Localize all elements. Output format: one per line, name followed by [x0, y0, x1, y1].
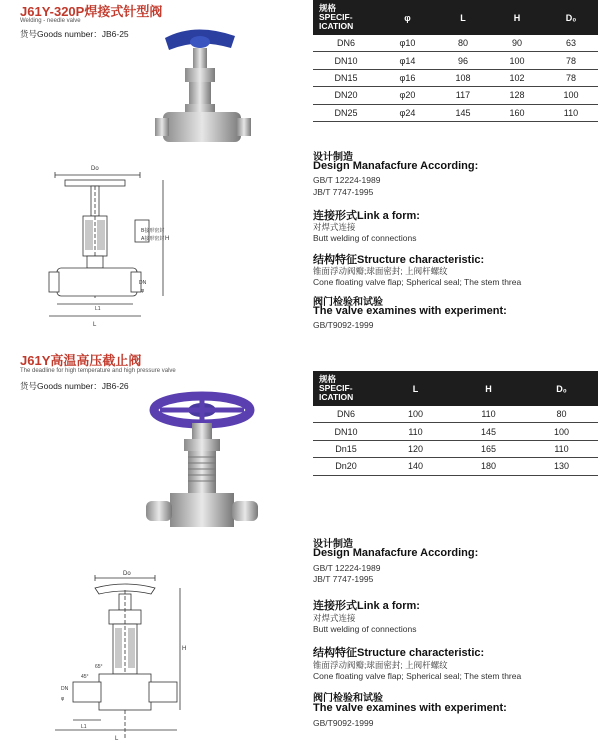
valve-photo-1 — [155, 20, 255, 160]
table-cell: 180 — [452, 458, 525, 475]
table-cell: DN20 — [313, 87, 379, 104]
valve-photo-2 — [140, 385, 260, 535]
section1-subtitle: Welding - needle valve — [20, 18, 81, 24]
table-row — [313, 35, 598, 52]
drawing1-h-label: H — [165, 236, 170, 242]
table-cell: Dn15 — [313, 440, 379, 457]
table-cell: DN25 — [313, 104, 379, 121]
section2-goods-number: 货号Goods number：JB6-26 — [20, 381, 129, 391]
table-row — [313, 87, 598, 104]
spec-table-1-header-cell: D₀ — [544, 0, 598, 35]
table-row — [313, 52, 598, 69]
table-cell: DN10 — [313, 423, 379, 440]
table-cell: 100 — [490, 52, 544, 69]
drawing1-phi-label: φ — [141, 288, 145, 294]
table-cell: φ14 — [379, 52, 436, 69]
table-cell: 90 — [490, 35, 544, 52]
info1-link-line2: Butt welding of connections — [313, 233, 417, 243]
info2-link-line1: 对焊式连接 — [313, 613, 356, 623]
table-cell: φ10 — [379, 35, 436, 52]
table-cell: DN6 — [313, 406, 379, 423]
spec-table-2-header-cell: L — [379, 371, 452, 406]
drawing1-l-label: L — [93, 322, 97, 328]
info1-exam-cn: 阀门检验和试验 — [313, 297, 383, 308]
table-cell: φ16 — [379, 69, 436, 86]
table-cell: DN10 — [313, 52, 379, 69]
drawing1-dn-label: DN — [139, 280, 147, 286]
info2-design-cn: 设计制造 — [313, 539, 353, 550]
spec-table-1-header — [313, 0, 598, 35]
table-row — [313, 458, 598, 475]
table-cell: 100 — [525, 423, 598, 440]
table-cell: 117 — [436, 87, 490, 104]
table-cell: 110 — [452, 406, 525, 423]
table-row — [313, 69, 598, 86]
table-cell: 108 — [436, 69, 490, 86]
spec-table-2 — [313, 371, 598, 476]
table-cell: 165 — [452, 440, 525, 457]
technical-drawing-2 — [35, 570, 195, 750]
info2-design-en: Design Manafacfure According: — [313, 547, 479, 559]
spec-table-2-header-cell: 规格 SPECIF- ICATION — [313, 371, 379, 406]
info2-struct-line1: 锥面浮动阀瓣;球面密封; 上阀杆螺纹 — [313, 660, 448, 670]
drawing2-angle2-label: 65° — [95, 664, 103, 670]
drawing1-do-label: Do — [91, 166, 99, 172]
table-cell: 120 — [379, 440, 452, 457]
drawing2-phi-label: φ — [61, 696, 65, 702]
info2-link-heading: 连接形式Link a form: — [313, 600, 420, 612]
drawing2-do-label: Do — [123, 571, 131, 577]
drawing2-h-label: H — [182, 646, 187, 652]
table-cell: 128 — [490, 87, 544, 104]
table-cell: φ24 — [379, 104, 436, 121]
table-cell: 80 — [436, 35, 490, 52]
table-row — [313, 406, 598, 423]
table-cell: 78 — [544, 52, 598, 69]
spec-table-1 — [313, 0, 598, 122]
info1-struct-line1: 锥面浮动阀瓣;球面密封; 上阀杆螺纹 — [313, 266, 448, 276]
drawing1-note-b: B接形密封 — [141, 228, 165, 234]
info1-design-en: Design Manafacfure According: — [313, 160, 479, 172]
info2-struct-line2: Cone floating valve flap; Spherical seal; The stem threa — [313, 671, 522, 681]
section1-title: J61Y-320P焊接式针型阀 — [20, 4, 163, 19]
info2-link-line2: Butt welding of connections — [313, 624, 417, 634]
table-cell: 80 — [525, 406, 598, 423]
table-cell: 110 — [544, 104, 598, 121]
info1-design-line2: JB/T 7747-1995 — [313, 187, 374, 197]
table-cell: 110 — [525, 440, 598, 457]
table-cell: 145 — [436, 104, 490, 121]
table-cell: 110 — [379, 423, 452, 440]
spec-table-1-header-cell: φ — [379, 0, 436, 35]
spec-table-2-header — [313, 371, 598, 406]
table-cell: 160 — [490, 104, 544, 121]
section2-subtitle: The deadline for high temperature and high pressure valve — [20, 368, 176, 374]
table-cell: 96 — [436, 52, 490, 69]
table-cell: 78 — [544, 69, 598, 86]
info1-struct-heading: 结构特征Structure characteristic: — [313, 254, 485, 266]
table-cell: φ20 — [379, 87, 436, 104]
technical-drawing-1 — [45, 150, 195, 340]
drawing2-dn-label: DN — [61, 686, 69, 692]
table-row — [313, 423, 598, 440]
table-cell: 130 — [525, 458, 598, 475]
spec-table-2-header-cell: H — [452, 371, 525, 406]
info2-design-line2: JB/T 7747-1995 — [313, 574, 374, 584]
table-cell: 100 — [379, 406, 452, 423]
info2-exam-line1: GB/T9092-1999 — [313, 718, 374, 728]
table-cell: 145 — [452, 423, 525, 440]
info1-link-line1: 对焊式连接 — [313, 222, 356, 232]
spec-table-1-header-cell: 规格 SPECIF- ICATION — [313, 0, 379, 35]
drawing2-l-label: L — [115, 736, 119, 742]
info1-exam-en: The valve examines with experiment: — [313, 305, 507, 317]
drawing1-l1-label: L1 — [95, 306, 101, 312]
drawing2-angle-label: 45° — [81, 674, 89, 680]
info1-link-heading: 连接形式Link a form: — [313, 210, 420, 222]
table-cell: 102 — [490, 69, 544, 86]
section1-goods-number: 货号Goods number：JB6-25 — [20, 29, 129, 39]
table-cell: 140 — [379, 458, 452, 475]
table-cell: DN15 — [313, 69, 379, 86]
info1-exam-line1: GB/T9092-1999 — [313, 320, 374, 330]
table-cell: 63 — [544, 35, 598, 52]
info2-struct-heading: 结构特征Structure characteristic: — [313, 647, 485, 659]
info1-struct-line2: Cone floating valve flap; Spherical seal; The stem threa — [313, 277, 522, 287]
drawing1-note-a: A接形密封 — [141, 236, 165, 242]
info2-exam-en: The valve examines with experiment: — [313, 702, 507, 714]
table-cell: Dn20 — [313, 458, 379, 475]
info2-design-line1: GB/T 12224-1989 — [313, 563, 381, 573]
info1-design-cn: 设计制造 — [313, 152, 353, 163]
spec-table-1-header-cell: H — [490, 0, 544, 35]
section2-title: J61Y高温高压截止阀 — [20, 353, 142, 368]
drawing2-l1-label: L1 — [81, 724, 87, 730]
spec-table-1-header-cell: L — [436, 0, 490, 35]
spec-table-2-header-cell: D₀ — [525, 371, 598, 406]
table-row — [313, 440, 598, 457]
table-cell: DN6 — [313, 35, 379, 52]
table-row — [313, 104, 598, 121]
info2-exam-cn: 阀门检验和试验 — [313, 693, 383, 704]
info1-design-line1: GB/T 12224-1989 — [313, 175, 381, 185]
table-cell: 100 — [544, 87, 598, 104]
